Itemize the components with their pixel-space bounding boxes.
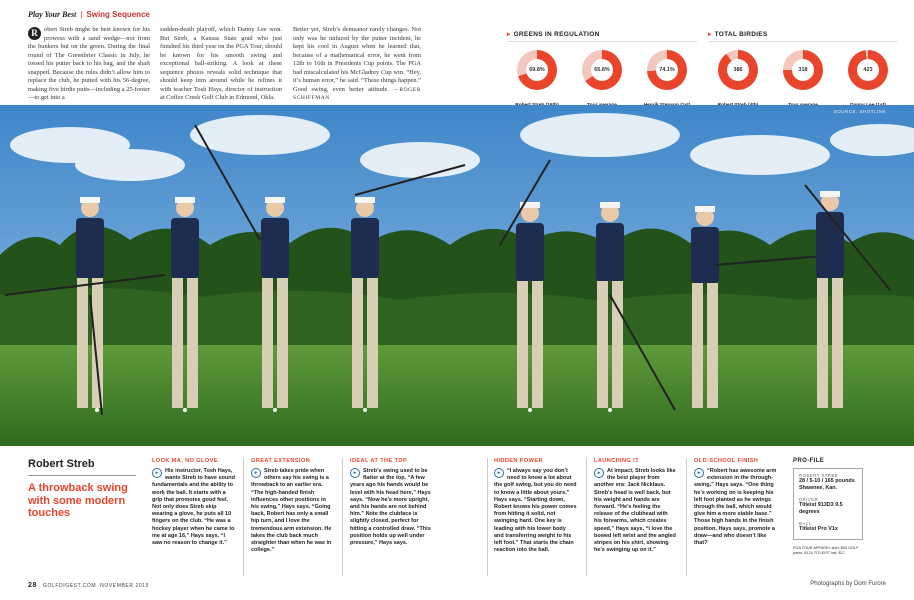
tip-text: ▸ At impact, Streb looks like the best player from another era: Jack Nicklaus. Streb’s head is well back, but his weight and hands are forward. “He’s feeling the release of the clubhead with his forearms, which creates speed,” Hays says. “I love the bowed left wrist and the angled stripes on his shirt, showing he’s swinging up on it.” — [594, 468, 676, 554]
pro-file-title: PRO-FILE — [793, 458, 825, 464]
page-footer — [28, 582, 149, 589]
magazine-url: GOLFDIGEST.COM — [43, 583, 97, 589]
pro-file-label: DRIVER — [799, 497, 819, 502]
birdies-stats-panel — [708, 30, 898, 108]
gir-item — [507, 50, 567, 108]
pro-file-label: BALL — [799, 521, 812, 526]
source-credit: SOURCE: SHOTLINK — [833, 109, 886, 114]
column-divider — [342, 458, 343, 576]
swing-sequence-photo — [0, 105, 914, 446]
tip-heading: HIDDEN POWER — [494, 458, 543, 464]
donut-value: 386 — [727, 59, 749, 81]
column-divider — [487, 458, 488, 576]
tip-heading: OLD-SCHOOL FINISH — [694, 458, 759, 464]
story-text-2: sudden-death playoff, which Danny Lee won. But Streb, a Kansas State grad who just finished his third year on the PGA Tour, should be known for his smooth swing and exceptional ball-striking. A look at these sequence photos reveals solid technique that should keep him around while he refines it with teacher Tosh Hays, director of instruction at Coffee Creek Golf Club in Edmond, Okla. — [160, 26, 282, 101]
tip-heading: IDEAL AT THE TOP — [350, 458, 408, 464]
donut-chart — [848, 50, 888, 90]
donut-value: 69.8% — [526, 59, 548, 81]
tip-heading: LOOK MA, NO GLOVE — [152, 458, 218, 464]
topic-title: Swing Sequence — [86, 10, 150, 19]
photo-credit: Photographs by Dom Furore — [810, 581, 886, 587]
play-circle-icon: ▸ — [594, 468, 604, 478]
title-block — [28, 458, 136, 520]
donut-chart — [718, 50, 758, 90]
headline: A throwback swing with some modern touches — [28, 482, 128, 519]
gir-item — [572, 50, 632, 108]
tip-heading: GREAT EXTENSION — [251, 458, 311, 464]
byline: —ROGER SCHIFFMAN — [293, 86, 421, 101]
play-circle-icon: ▸ — [494, 468, 504, 478]
player-name: Robert Streb — [28, 458, 136, 476]
play-circle-icon: ▸ — [694, 468, 704, 478]
tip-text: ▸ His instructor, Tosh Hays, wants Streb to have sound fundamentals and the ability to work the ball. It starts with a grip that promotes good feel. Not only does Streb skip wearing a glove, he puts all 10 fingers on the club. “He was a hockey player when he came to me at age 16,” Hays says. “I saw no reason to change it.” — [152, 468, 235, 547]
pro-file-box — [793, 458, 863, 556]
donut-chart — [582, 50, 622, 90]
drop-cap: R — [28, 27, 41, 40]
page-number: 28 — [28, 582, 37, 589]
play-circle-icon: ▸ — [251, 468, 261, 478]
pro-file-label: ROBERT STREB — [799, 473, 839, 478]
tip-column — [251, 458, 334, 554]
birdies-item — [838, 50, 898, 108]
pro-file-value: Titleist 913D3 9.5 degrees — [799, 502, 843, 515]
donut-value: 318 — [792, 59, 814, 81]
gir-item — [637, 50, 697, 108]
donut-chart — [647, 50, 687, 90]
donut-value: 65.8% — [591, 59, 613, 81]
triangle-bullet-icon: ▸ — [708, 31, 712, 38]
donut-value: 74.1% — [656, 59, 678, 81]
section-title: Play Your Best — [28, 10, 77, 19]
story-column-3 — [293, 26, 421, 103]
equipment-note: PGA TOUR APPAREL shirt, $60 GOLF pants, $124 TITLEIST hat, $27 — [793, 545, 859, 555]
column-divider — [686, 458, 687, 576]
play-circle-icon: ▸ — [152, 468, 162, 478]
tip-column — [152, 458, 235, 547]
tip-text: ▸ “Robert has awesome arm extension in the through-swing,” Hays says. “One thing he’s working on is keeping his left foot planted as he swings through the ball, which would give him a more stable base.” Those high hands in the finish position, Hays says, promote a draw—and who doesn’t like that? — [694, 468, 777, 547]
story-column-1 — [28, 26, 150, 103]
birdies-title: ▸ TOTAL BIRDIES — [708, 30, 898, 42]
pro-file-value: Titleist Pro V1x — [799, 526, 838, 532]
birdies-item — [773, 50, 833, 108]
donut-chart — [783, 50, 823, 90]
header-separator: | — [80, 10, 83, 19]
gir-title: ▸ GREENS IN REGULATION — [507, 30, 697, 42]
tip-text: ▸ Streb’s swing used to be flatter at the top. “A few years ago his hands would be level with his head here,” Hays says. “Now he’s more upright, and his hands are not behind him.” Note the clubface is slightly closed, perfect for hitting a controlled draw. “This position holds up well under pressure,” Hays says. — [350, 468, 431, 547]
birdies-item — [708, 50, 768, 108]
donut-chart — [517, 50, 557, 90]
swing-sequence-illustration — [0, 105, 914, 446]
tip-column — [594, 458, 677, 554]
issue-date: NOVEMBER 2015 — [100, 583, 150, 589]
story-text-1: obert Streb might be best known for his prowess with a sand wedge—not from the bunkers but on the green. During the final round of The Greenbrier Classic in July, he tossed his putter back to his bag, and the shaft snapped. Because the rules didn’t allow him to replace the club, he putted with his 56-degree, making five birdie putts—including a 25-footer—to get into a — [28, 26, 150, 101]
pro-file-details — [793, 468, 863, 540]
section-header — [28, 10, 150, 19]
donut-value: 423 — [857, 59, 879, 81]
triangle-bullet-icon: ▸ — [507, 31, 511, 38]
tip-column — [350, 458, 433, 547]
tip-heading: LAUNCHING IT — [594, 458, 639, 464]
story-column-2 — [160, 26, 282, 103]
tip-text: ▸ “I always say you don’t need to know a lot about the golf swing, but you do need to know a little about yours,” Hays says. “Starting down, Robert knows his power comes from hitting it solid, not swinging hard. One key is leading with his lower body and transferring weight to his left foot.” That starts the chain reaction into the ball. — [494, 468, 577, 554]
tip-column — [494, 458, 577, 554]
pro-file-value: 28 / 5-10 / 165 pounds Shawnee, Kan. — [799, 478, 855, 491]
tip-text: ▸ Streb takes pride when others say his swing is a throwback to an earlier era. “The high-handed finish influences other positions in his swing,” Hays says. “Going back, Robert has only a small hip turn, and I love the tremendous arm extension. He takes the club back much straighter than when he was in college.” — [251, 468, 332, 554]
column-divider — [243, 458, 244, 576]
gir-stats-panel — [507, 30, 697, 108]
story-text-3: Better yet, Streb’s demeanor rarely changes. Not only was he unfazed by the putter incident, he kept his cool in August when he learned that, because of a mathematical error, he went from 12th to 16th in Presidents Cup points. The PGA had miscalculated his McGladrey Cup win. “Hey, it’s human error,” he said. “These things happen.” Good swing, even better attitude. — [293, 26, 421, 93]
play-circle-icon: ▸ — [350, 468, 360, 478]
column-divider — [586, 458, 587, 576]
tip-column — [694, 458, 777, 547]
